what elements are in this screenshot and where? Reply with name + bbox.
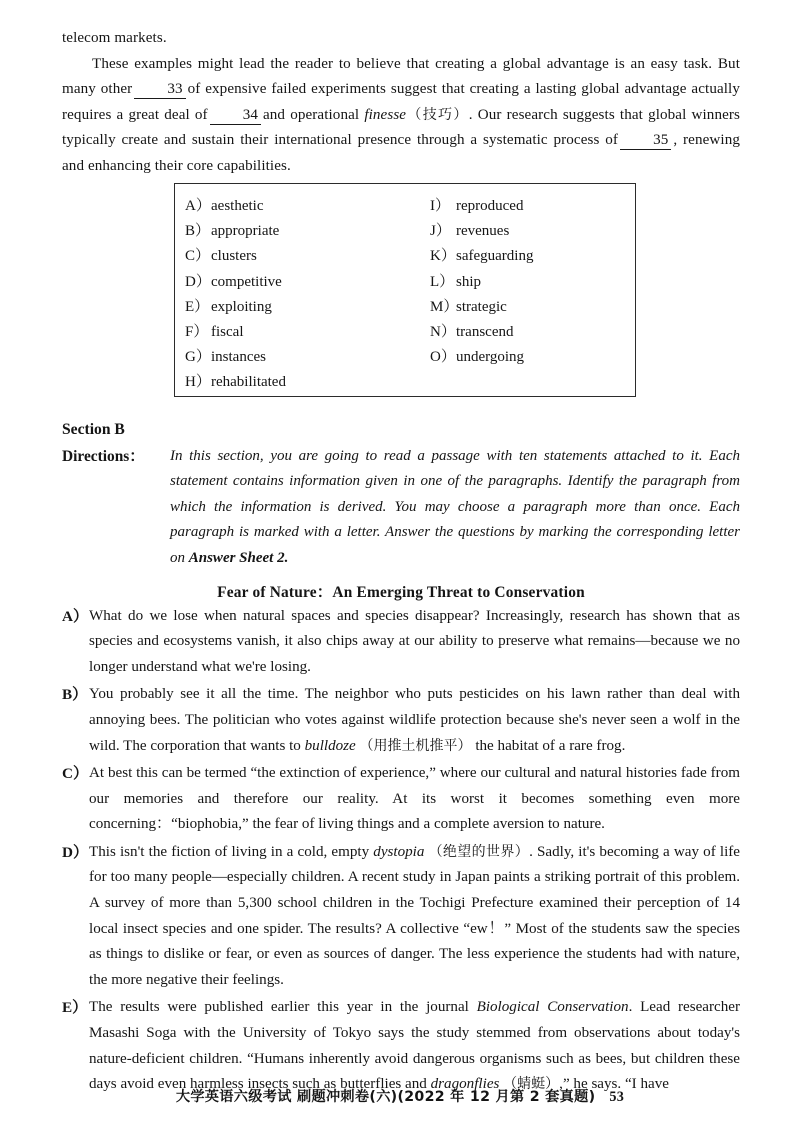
passage-paragraph-d	[62, 840, 740, 994]
directions-text: In this section, you are going to read a passage with ten statements attached to it. Each statement contains information given in one of the paragraphs. Identify the paragraph from which the information is derived. You may choose a paragraph more than once. Each paragraph is marked with a letter. Answer the questions by marking the corresponding letter on	[170, 447, 740, 566]
word-bank-option[interactable]	[185, 194, 395, 219]
dragonflies-gloss: （蜻蜓）	[503, 1076, 560, 1093]
word-bank-option[interactable]	[430, 219, 630, 244]
passage-paragraph-b	[62, 682, 740, 759]
option-word: strategic	[456, 298, 507, 315]
paragraph-d-text-2: . Sadly, it's becoming a way of life for too many people—especially children. A recent study in Japan paints a striking portrait of this problem. A survey of more than 5,300 school children in the Tochigi Prefecture examined their perception of 14 local insect species and one spider. The results? A collective “ew！” Most of the students saw the species as things to dislike or fear, or even as sources of danger. The less experience the students had with nature, the more negative their feelings.	[89, 843, 740, 988]
cloze-text-tail: , renewing and enhancing their core capabilities.	[62, 132, 740, 174]
word-bank-option[interactable]	[185, 345, 395, 370]
option-word: revenues	[456, 223, 510, 240]
paragraph-letter-d: D）	[62, 843, 89, 861]
dystopia-gloss: （绝望的世界）	[428, 843, 530, 860]
word-bank-option[interactable]	[430, 194, 630, 219]
word-bank-option[interactable]	[430, 244, 630, 269]
option-letter: M）	[430, 298, 459, 315]
word-bank-option[interactable]	[430, 320, 630, 345]
bulldoze-gloss: （用推土机推平）	[359, 737, 472, 754]
passage-title: Fear of Nature：An Emerging Threat to Conservation	[217, 583, 585, 601]
word-bank-option[interactable]	[185, 320, 395, 345]
word-bank-option[interactable]	[185, 270, 395, 295]
option-word: clusters	[211, 248, 257, 265]
directions-block	[62, 444, 740, 572]
finesse-italic-word: finesse	[364, 106, 407, 123]
option-letter: L）	[430, 273, 455, 290]
paragraph-b-text-2: the habitat of a rare frog.	[471, 737, 626, 754]
option-word: undergoing	[456, 349, 525, 366]
paragraph-letter-b: B）	[62, 686, 88, 704]
paragraph-c-text: At best this can be termed “the extinction of experience,” where our cultural and natural histories fade from our memories and therefore our reality. At its worst it becomes something even more concerning：“biophobia,” the fear of living things and a complete aversion to nature.	[89, 765, 740, 833]
word-bank-left-column	[185, 194, 395, 396]
journal-name-italic: Biological Conservation	[476, 999, 629, 1016]
option-letter: O）	[430, 349, 456, 366]
carryover-line: telecom markets.	[62, 30, 167, 46]
option-word: instances	[211, 349, 266, 366]
option-letter: F）	[185, 324, 209, 341]
paragraph-d-text-1: This isn't the fiction of living in a cold, empty	[89, 843, 374, 860]
word-bank-option[interactable]	[430, 295, 630, 320]
bulldoze-italic-word: bulldoze	[304, 737, 356, 754]
passage-paragraph-c	[62, 761, 740, 838]
passage-paragraph-e	[62, 995, 740, 1097]
paragraph-e-text-1: The results were published earlier this year in the journal	[89, 999, 477, 1016]
option-word: aesthetic	[211, 198, 264, 214]
blank-35[interactable]: 35	[620, 131, 671, 150]
option-word: competitive	[211, 273, 282, 290]
dragonflies-italic-word: dragonflies	[430, 1076, 500, 1093]
option-letter: D）	[185, 273, 211, 290]
word-bank-option[interactable]	[185, 219, 395, 244]
directions-body	[170, 444, 740, 572]
option-word: appropriate	[211, 223, 280, 240]
cloze-text-after-finesse: . Our research suggests that global winners typically create and sustain their international presence through a systematic process of	[62, 106, 740, 149]
word-bank-option[interactable]	[185, 370, 395, 395]
paragraph-letter-e: E）	[62, 999, 88, 1017]
cloze-text-intro: These examples might lead the reader to believe that creating a global advantage is an easy task. But many other	[62, 55, 740, 98]
option-word: fiscal	[211, 324, 244, 341]
footer-text: 大学英语六级考试 刷题冲刺卷(六)(2022 年 12 月第 2 套真题)	[175, 1089, 596, 1105]
page-number: 53	[609, 1089, 625, 1105]
option-word: rehabilitated	[211, 374, 286, 391]
cloze-text-after-34: and operational	[262, 106, 360, 123]
option-letter: C）	[185, 248, 211, 265]
dystopia-italic-word: dystopia	[373, 843, 425, 860]
blank-34[interactable]: 34	[210, 106, 261, 125]
paragraph-b-text-1: You probably see it all the time. The neighbor who puts pesticides on his lawn rather than deal with annoying bees. The politician who votes against wildlife protection because she's never seen a wolf in the wild. The corporation that wants to	[89, 686, 740, 754]
option-letter: J）	[430, 223, 451, 240]
option-letter: I）	[430, 198, 450, 214]
paragraph-letter-c: C）	[62, 765, 89, 783]
option-word: reproduced	[456, 198, 524, 214]
word-bank-option[interactable]	[430, 270, 630, 295]
option-letter: N）	[430, 324, 456, 341]
word-bank-right-column	[430, 194, 630, 370]
option-letter: E）	[185, 298, 210, 315]
option-letter: G）	[185, 349, 211, 366]
paragraph-letter-a: A）	[62, 607, 89, 625]
option-letter: A）	[185, 198, 211, 214]
passage-paragraph-a	[62, 604, 740, 681]
directions-label: Directions：	[62, 447, 145, 465]
option-word: exploiting	[211, 298, 272, 315]
word-bank-option[interactable]	[185, 244, 395, 269]
blank-33[interactable]: 33	[134, 80, 185, 99]
option-letter: B）	[185, 223, 211, 240]
option-word: transcend	[456, 324, 514, 341]
section-b-heading: Section B	[62, 420, 125, 438]
word-bank-option[interactable]	[430, 345, 630, 370]
option-letter: H）	[185, 374, 211, 391]
answer-sheet-reference: Answer Sheet 2.	[188, 549, 289, 566]
paragraph-e-text-3: ,” he says. “I have	[559, 1076, 669, 1093]
cloze-text-after-33: of expensive failed experiments suggest that creating a lasting global advantage actually requires a great deal of	[62, 81, 740, 123]
option-letter: K）	[430, 248, 456, 265]
option-word: ship	[456, 273, 482, 290]
page-footer	[0, 1086, 800, 1106]
cloze-paragraph	[62, 52, 740, 180]
word-bank-option[interactable]	[185, 295, 395, 320]
finesse-gloss: （技巧）	[406, 106, 469, 123]
option-word: safeguarding	[456, 248, 534, 265]
paragraph-e-text-2: . Lead researcher Masashi Soga with the University of Tokyo says the study stemmed from observations about today's nature-deficient children. “Humans inherently avoid dangerous organisms such as bees, but children these days avoid even harmless insects such as butterflies and	[89, 999, 740, 1093]
word-bank-box	[174, 183, 636, 397]
paragraph-a-text: What do we lose when natural spaces and species disappear? Increasingly, research has shown that as species and ecosystems vanish, it also chips away at our ability to preserve what remains—because we no longer understand what we're losing.	[89, 607, 740, 675]
